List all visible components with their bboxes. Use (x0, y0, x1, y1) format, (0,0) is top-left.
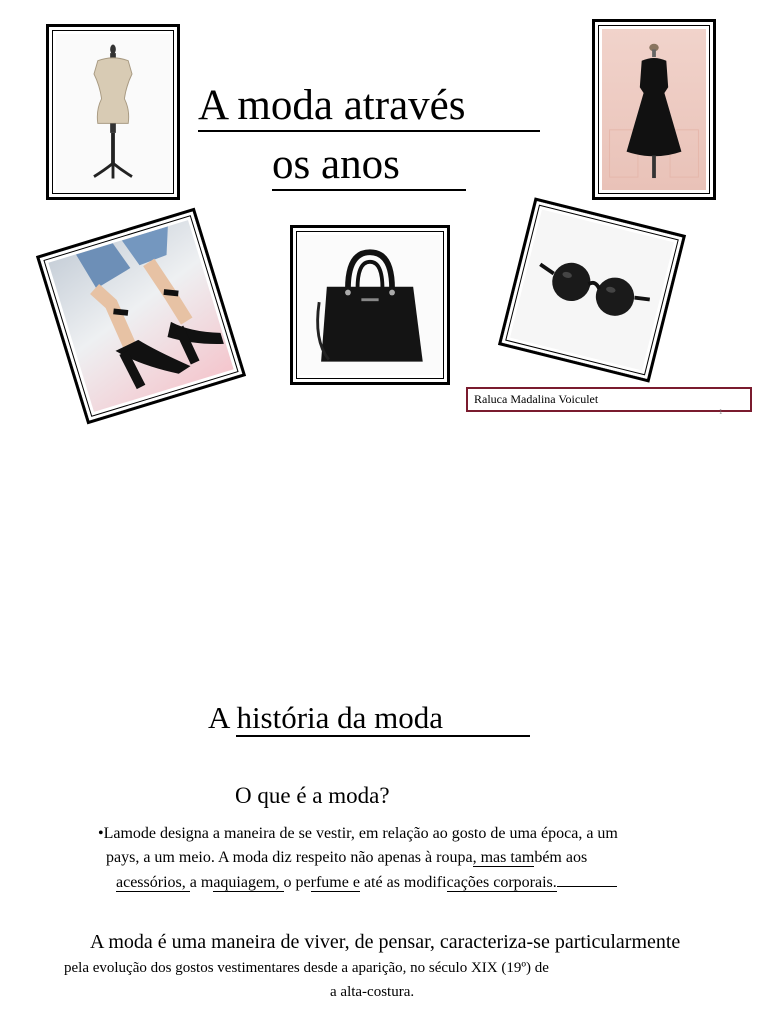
bullet-line-3 (116, 870, 617, 895)
bullet-line-2-a: pays, a um meio. A moda diz respeito não apenas à roupa (106, 849, 473, 866)
bullet-line-3-underline (557, 870, 617, 887)
bullet-line-2-c: bém aos (534, 849, 588, 866)
sunglasses-image-frame (498, 197, 686, 382)
bullet-line-2 (106, 846, 587, 870)
section-question: O que é a moda? (235, 783, 390, 808)
bag-image (300, 235, 440, 375)
author-name-box: Raluca Madalina Voiculet (466, 387, 752, 412)
dress-image-frame (592, 19, 716, 200)
bullet-line-3-d: o pe (283, 874, 311, 891)
bullet-line-3-f: até as modifi (359, 874, 447, 891)
bullet-line-3-e: rfume e (310, 874, 360, 891)
mannequin-image (56, 34, 170, 190)
bag-image-frame (290, 225, 450, 385)
cover-title-line-1: A moda através (198, 82, 540, 132)
section-title-prefix: A (208, 700, 229, 735)
dress-image (602, 29, 706, 190)
shoes-image-frame (36, 208, 246, 425)
corner-mark: 1 (719, 408, 723, 416)
bullet-line-2-b: , mas tam (472, 849, 535, 866)
quote-line-3: a alta-costura. (330, 984, 415, 1000)
bullet-line-3-a: acessórios, (116, 874, 190, 891)
section-title-main: história da moda (236, 701, 530, 737)
quote-line-1: A moda é uma maneira de viver, de pensar, caracteriza-se particularmente (90, 931, 681, 953)
bullet-line-3-g: cações corporais. (446, 874, 557, 891)
cover-title-line-2: os anos (272, 141, 466, 191)
sunglasses-image (510, 210, 674, 371)
shoes-image (48, 220, 233, 412)
bullet-line-3-b: a m (189, 874, 214, 891)
bullet-line-3-c: aquiagem, (213, 874, 284, 891)
mannequin-image-frame (46, 24, 180, 200)
quote-line-2: pela evolução dos gostos vestimentares desde a aparição, no século XIX (19º) de (64, 960, 549, 976)
section-title (208, 699, 530, 737)
bullet-line-1: •Lamode designa a maneira de se vestir, em relação ao gosto de uma época, a um (98, 825, 618, 842)
